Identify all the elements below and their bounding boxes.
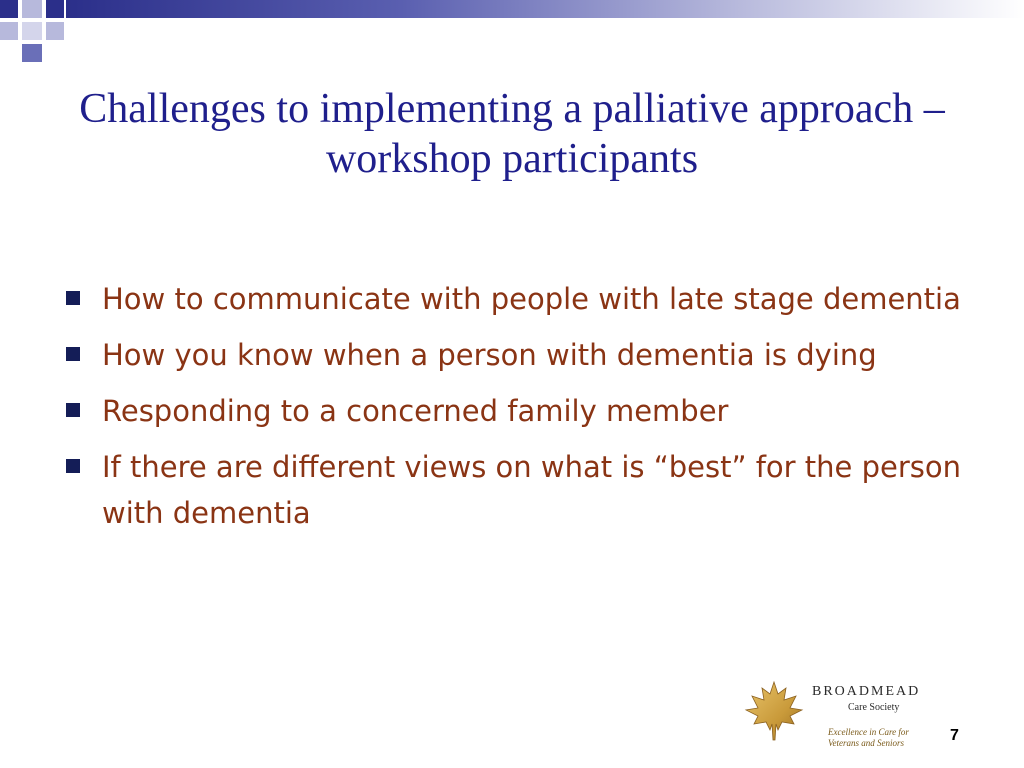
square-bullet-icon [66, 347, 80, 361]
bullet-text: If there are different views on what is “best” for the person with dementia [102, 450, 962, 530]
logo-subtitle: Care Society [848, 702, 900, 713]
top-gradient-bar [66, 0, 1024, 18]
bullet-text: How to communicate with people with late stage dementia [102, 282, 961, 316]
bullet-list [64, 276, 964, 546]
maple-leaf-icon [742, 680, 806, 742]
bullet-item [64, 388, 964, 434]
logo-tagline: Excellence in Care for [828, 727, 909, 737]
corner-square-decoration [46, 22, 64, 40]
corner-square-decoration [22, 0, 42, 18]
bullet-text: How you know when a person with dementia is dying [102, 338, 877, 372]
slide-title: Challenges to implementing a palliative approach – workshop participants [79, 86, 945, 182]
corner-square-decoration [22, 44, 42, 62]
broadmead-logo [742, 680, 942, 760]
bullet-item [64, 444, 964, 536]
logo-tagline: Veterans and Seniors [828, 738, 904, 748]
bullet-text: Responding to a concerned family member [102, 394, 729, 428]
logo-name: BROADMEAD [812, 684, 921, 699]
square-bullet-icon [66, 403, 80, 417]
corner-square-decoration [0, 22, 18, 40]
bullet-item [64, 276, 964, 322]
corner-square-decoration [22, 22, 42, 40]
square-bullet-icon [66, 459, 80, 473]
square-bullet-icon [66, 291, 80, 305]
corner-square-decoration [46, 0, 64, 18]
bullet-item [64, 332, 964, 378]
page-number: 7 [950, 727, 959, 744]
corner-square-decoration [0, 0, 18, 18]
